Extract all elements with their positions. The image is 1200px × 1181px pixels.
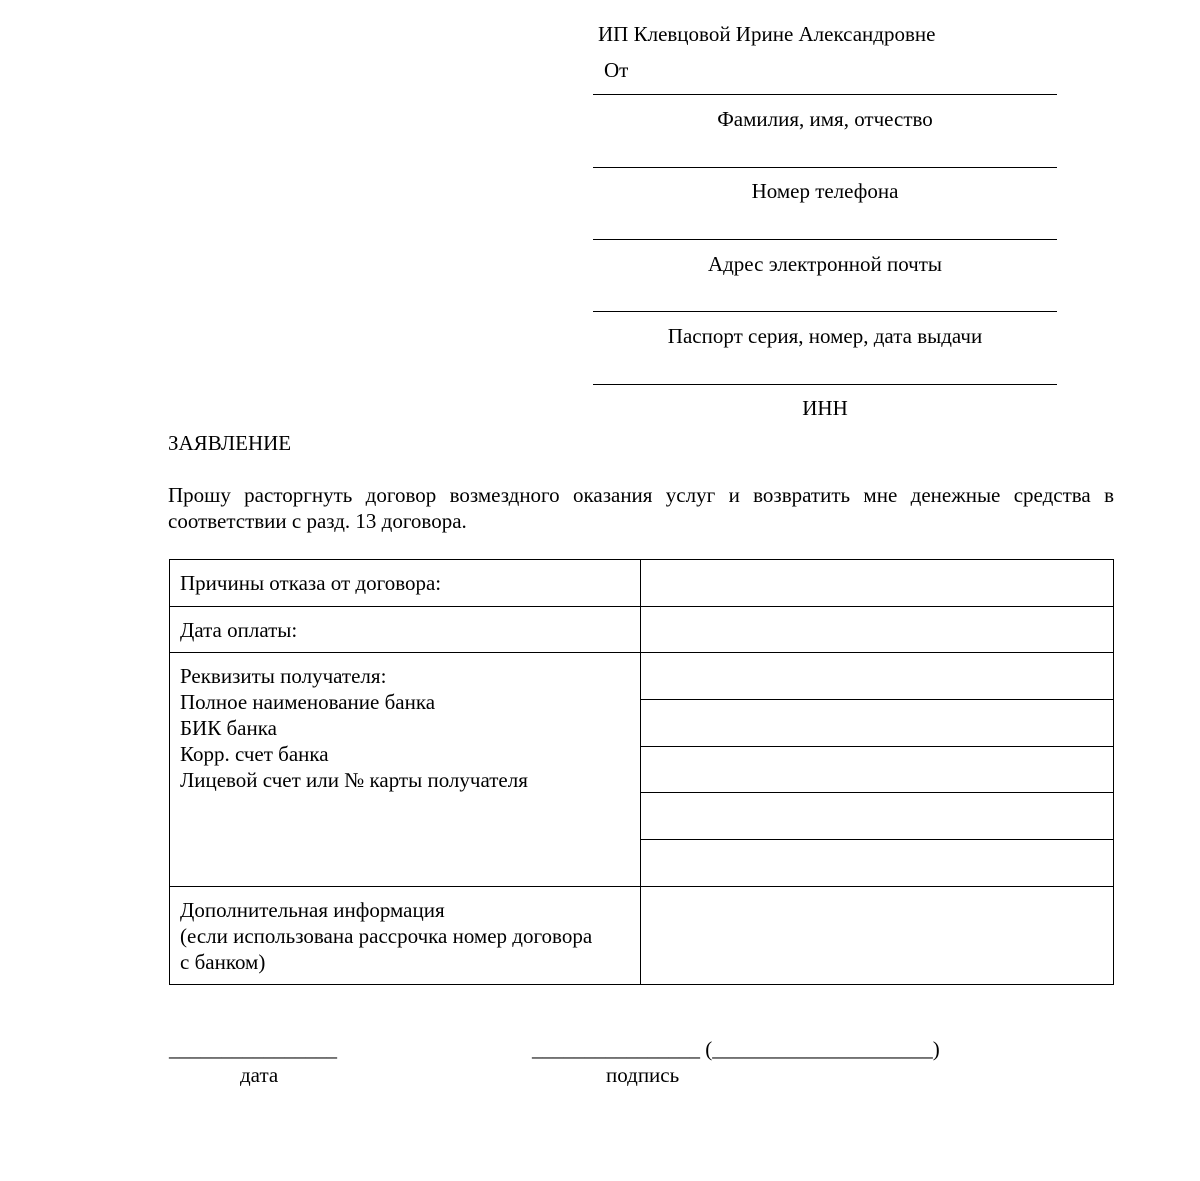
passport-line[interactable] — [593, 311, 1057, 312]
request-text: Прошу расторгнуть договор возмездного оказания услуг и возвратить мне денежные средства в соответствии с разд. 13 договора. — [168, 483, 1114, 533]
refusal-reason-input[interactable] — [641, 560, 1113, 585]
table-row-requisites — [170, 653, 1114, 887]
additional-info-line-1: Дополнительная информация — [180, 898, 445, 922]
full-name-line[interactable] — [593, 94, 1057, 95]
requisites-heading: Реквизиты получателя: — [180, 664, 387, 688]
corr-account-input[interactable] — [641, 793, 1113, 839]
signature-caption: подпись — [606, 1063, 680, 1087]
refusal-reason-label: Причины отказа от договора: — [170, 560, 641, 607]
inn-caption: ИНН — [802, 396, 848, 420]
email-caption: Адрес электронной почты — [707, 252, 943, 276]
bank-name-sub-row[interactable] — [641, 700, 1113, 747]
account-or-card-label: Лицевой счет или № карты получателя — [180, 768, 528, 792]
passport-caption: Паспорт серия, номер, дата выдачи — [667, 324, 983, 348]
bik-label: БИК банка — [180, 716, 277, 740]
additional-info-line-2: (если использована рассрочка номер договора — [180, 924, 593, 948]
account-or-card-input[interactable] — [641, 840, 1113, 886]
full-name-caption: Фамилия, имя, отчество — [717, 107, 933, 131]
table-row-additional-info — [170, 887, 1114, 985]
additional-info-input[interactable] — [641, 887, 1113, 912]
phone-line[interactable] — [593, 167, 1057, 168]
requisites-cell — [641, 653, 1114, 887]
additional-info-cell[interactable] — [641, 887, 1114, 985]
additional-info-label — [170, 887, 641, 985]
document-title: ЗАЯВЛЕНИЕ — [168, 431, 292, 455]
refusal-reason-cell[interactable] — [641, 560, 1114, 607]
additional-info-line-3: с банком) — [180, 950, 266, 974]
payment-date-cell[interactable] — [641, 607, 1114, 653]
from-label: От — [604, 58, 629, 82]
account-or-card-sub-row[interactable] — [641, 840, 1113, 886]
date-blank[interactable]: ________________ — [169, 1037, 337, 1061]
table-row-refusal-reason — [170, 560, 1114, 607]
bank-name-input[interactable] — [641, 700, 1113, 746]
addressee: ИП Клевцовой Ирине Александровне — [598, 22, 936, 46]
signature-blank[interactable]: ________________ (_____________________) — [532, 1037, 940, 1061]
phone-caption: Номер телефона — [751, 179, 899, 203]
table-row-payment-date — [170, 607, 1114, 653]
form-table — [169, 559, 1114, 985]
requisites-label — [170, 653, 641, 887]
requisites-sub-row[interactable] — [641, 653, 1113, 700]
email-line[interactable] — [593, 239, 1057, 240]
bik-sub-row[interactable] — [641, 747, 1113, 794]
bik-input[interactable] — [641, 747, 1113, 793]
corr-account-label: Корр. счет банка — [180, 742, 329, 766]
date-caption: дата — [240, 1063, 279, 1087]
payment-date-label: Дата оплаты: — [170, 607, 641, 653]
inn-line[interactable] — [593, 384, 1057, 385]
corr-account-sub-row[interactable] — [641, 793, 1113, 840]
requisites-input[interactable] — [641, 653, 1113, 699]
payment-date-input[interactable] — [641, 607, 1113, 632]
bank-name-label: Полное наименование банка — [180, 690, 436, 714]
requisites-stack — [641, 653, 1113, 886]
